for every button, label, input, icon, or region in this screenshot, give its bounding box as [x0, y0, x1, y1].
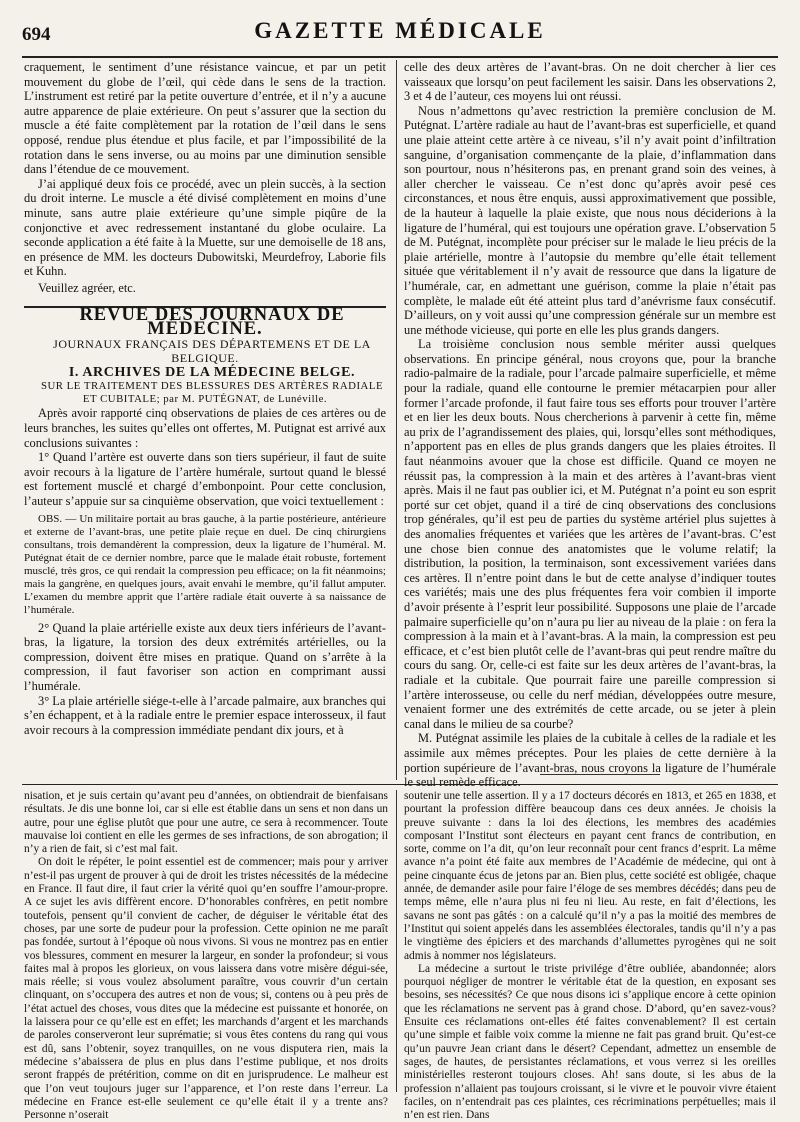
right-paragraph-4: M. Putégnat assimile les plaies de la cubitale à celles de la radiale et les assimile aux mêmes préceptes. Pour les plaies de cette dernière à la portion supérieure de l’avant-bras, nous croyons la ligature de l’humérale le seul remède efficace.: [404, 731, 776, 790]
right-paragraph-1: celle des deux artères de l’avant-bras. On ne doit chercher à lier ces vaisseaux que lorsqu’on peut facilement les saisir. Dans les observations 2, 3 et 4 de l’auteur, ces moyens lui ont réussi.: [404, 60, 776, 104]
revue-paragraph-4: 3° La plaie artérielle siége-t-elle à l’arcade palmaire, aux branches qui s’en échappent, et à la radiale entre le premier espace interosseux, il faut avoir recours à la compression immédiate pendant dix jours, et à: [24, 693, 386, 737]
revue-paragraph-2: 1° Quand l’artère est ouverte dans son tiers supérieur, il faut de suite avoir recours à la ligature de l’artère humérale, surtout quand le blessé est fortement musclé et chargé d’embonpoint. Pour cette conclusion, l’auteur s’appuie sur sa cinquième observation, que voici textuellement :: [24, 450, 386, 509]
page-number: 694: [22, 24, 51, 45]
bottom-left-column: [24, 790, 388, 1122]
revue-paragraph-3: 2° Quand la plaie artérielle existe aux deux tiers inférieurs de l’avant-bras, la ligature, la torsion des deux extrémités artérielles, ou la compression, doivent être mises en pratique. Quand on s’arrête à la compression, il faut favoriser son action en comprimant aussi l’humérale.: [24, 620, 386, 693]
revue-subtitle: JOURNAUX FRANÇAIS DES DÉPARTEMENS ET DE LA BELGIQUE.: [53, 336, 371, 366]
masthead-title: GAZETTE MÉDICALE: [254, 18, 546, 43]
revue-paragraph-1: Après avoir rapporté cinq observations de plaies de ces artères ou de leurs branches, les suites qu’elles ont offertes, M. Putignat est arrivé aux conclusions suivantes :: [24, 406, 386, 450]
right-column: [404, 60, 776, 790]
header-rule: [22, 56, 778, 58]
left-closing: Veuillez agréer, etc.: [38, 280, 136, 295]
left-paragraph-2: J’ai appliqué deux fois ce procédé, avec un plein succès, à la section du droit interne. Le muscle a été divisé complètement en moins d’une minute, sans autre plaie extérieure qu’une simple piqûre de la conjonctive et avec redressement instantané du globe oculaire. La seconde application a été faite à la Muette, sur une demoiselle de 18 ans, en présence de MM. les docteurs Dubowitski, Meurdefroy, Laborie fils et Kuhn.: [24, 176, 386, 279]
bottom-right-paragraph-1: soutenir une telle assertion. Il y a 17 docteurs décorés en 1813, et 265 en 1838, et pourtant la profession diffère beaucoup dans ces deux années. Je choisis la preuve suivante : dans la loi des élections, les membres des académies composant l’Institut sont électeurs en payant cent francs de contribution, en sorte, comme on l’a dit, qu’on leur reconnaît pour cent francs d’esprit. La même avance n’a point été faite aux membres de l’Académie de médecine, qui ont à peine cinquante écus de jetons par an. Bien plus, cette société est obligée, chaque année, de demander asile pour faire l’éloge de ses membres décédés; dans peu de temps même, elle n’aura plus ni feu ni lieu. Au reste, en fait d’élections, les savans ne sont pas gâtés : on a calculé qu’il n’y a pas la moitié des membres de l’Institut qui soient appelés dans les assemblées électorales, tandis qu’il n’y a pas le vingtième des épiciers et des marchands d’allumettes pyrogènes qui ne soit admis à nommer nos législateurs.: [404, 790, 776, 962]
right-paragraph-3: La troisième conclusion nous semble mériter aussi quelques observations. En principe général, nous croyons que, pour la branche radio-palmaire de la radiale, pour l’arcade palmaire superficielle, et même pour la radiale, quand elle contourne le premier métacarpien pour aller former l’arcade profonde, il faut faire tous ses efforts pour trouver l’artère et en lier les deux bouts. Nous chercherions à parvenir à cette fin, même au prix de l’agrandissement des plaies, qui, lorsqu’elles sont méthodiques, n’apportent pas en elles de plus grands dangers que les plaies étroites. Il faut néanmoins avouer que la chose est difficile. Quand ce moyen ne réussit pas, la compression à la main et des artères à l’avant-bras vient après. Mais il ne faut pas oublier ici, et M. Putégnat n’a point eu son esprit porté sur cet objet, quand il a tiré de cinq observations des conclusions trop générales, qu’il est peu de parties du système artériel plus sujettes à des anomalies fréquentes et variées que les artères de l’avant-bras. C’est une chose bien connue des anatomistes que le volume relatif; la distribution, la position, la terminaison, sont excessivement variées dans ces artères. Il n’entre point dans le but de cette analyse d’indiquer toutes ces variétés; mais une des plus fréquentes fera voir combien il importe d’avoir présente à l’esprit leur possibilité. Supposons une plaie de l’arcade palmaire superficielle qu’on n’aura pu lier au niveau de la plaie : on fera la compression à la main et à l’avant-bras. A la main, la compression est peu efficace, et c’est bien plutôt celle de l’avant-bras qui peut rendre maître du cours du sang. Or, celle-ci est faite sur les deux artères de l’avant-bras, la radiale et la cubitale. Que pourrait faire une pareille compression si l’artère interosseuse, ou celle du nerf médian, développées outre mesure, venaient former une des extrémités de cette arcade, ou se jeter à plein canal dans le milieu de sa courbe?: [404, 337, 776, 731]
short-rule: [540, 774, 660, 775]
feuilleton-rule: [22, 784, 778, 785]
observation-text: OBS. — Un militaire portait au bras gauche, à la partie postérieure, antérieure et externe de l’avant-bras, une petite plaie reçue en duel. De cinq chirurgiens consultans, trois demandèrent la compression, deux la ligature de l’huméral. M. Putégnat était de ce dernier nombre, parce que le malade était robuste, fortement musclé, très gros, ce qui rendait la compression peu efficace; on la fit néanmoins; mais la gangrène, en quelques jours, avait envahi le membre, qu’il fallut amputer. L’examen du membre apprit que l’artère radiale était ouverte à sa naissance de l’humérale.: [24, 512, 386, 616]
revue-title: REVUE DES JOURNAUX DE MÉDECINE.: [79, 304, 345, 340]
bottom-left-paragraph-1: nisation, et je suis certain qu’avant peu d’années, on obtiendrait de bienfaisans résultats. Je dis une bonne loi, car si elle est établie dans un sens et non dans un autre, pour une église plutôt que pour une autre, ce sera à recommencer. Toute mauvaise loi contient en elle les germes de ses infractions, de son abrogation; il n’y a rien de fait, si c’est mal fait.: [24, 790, 388, 856]
column-divider: [396, 60, 397, 780]
revue-section-title: I. ARCHIVES DE LA MÉDECINE BELGE.: [68, 364, 356, 380]
right-paragraph-2: Nous n’admettons qu’avec restriction la première conclusion de M. Putégnat. L’artère radiale au haut de l’avant-bras est superficielle, et quand une plaie atteint cette artère à ce niveau, s’il n’y avait point d’infiltration sanguine, d’organisation commençante de la plaie, d’inflammation dans son pourtour, nous n’hésiterons pas, en prenant grand soin des veines, à aller chercher le vaisseau. Ce n’est donc qu’après avoir pesé ces circonstances, et nous être enquis, aussi approximativement que possible, de la hauteur à laquelle la plaie existe, que nous nous déciderions à la ligature de l’huméral, qui est toujours une opération grave. L’observation 5 de M. Putégnat, incomplète pour préciser sur le malade le lieu précis de la plaie artérielle, montre à l’autopsie du membre qu’elle était tellement située que véritablement il n’y avait de ressource que dans la ligature de l’humérale, car, en admettant une guérison, comme la plaie n’était pas complète, le malade eût été atteint plus tard d’anévrisme faux consécutif. D’ailleurs, on y voit aussi qu’une compression générale sur un membre est une méthode vicieuse, qui porte en elle les plus grands dangers.: [404, 103, 776, 337]
bottom-left-paragraph-2: On doit le répéter, le point essentiel est de commencer; mais pour y arriver n’est-il pas urgent de prouver à qui de droit les tristes nécessités de la médecine en France. Il faut dire, il faut crier la vérité quoi qu’en souffre l’amour-propre. A ce sujet les avis diffèrent encore. D’honorables confrères, en petit nombre toutefois, pensent qu’il convient de cacher, de déguiser le véritable état des choses, par une sorte de pudeur pour la profession. Cette opinion ne me paraît pas fondée, surtout à l’époque où nous vivons. Si vous ne montrez pas en entier vos blessures, comment en mesurer la largeur, en sonder la profondeur; si vous faites mal à propos les glorieux, on vous laissera dans votre misère dégui-sée, mais réelle; si vous voulez absolument paraître, vous couvrir d’un certain clinquant, on s’occupera des autres et non de vous; si, contens ou à peu près de l’état actuel des choses, vous dites que la médecine est puissante et honorée, on la laissera pour ce qu’elle est en effet; les marchands d’argent et les marchands de paroles conserveront leur suprématie; si vous êtes contens du rang qui vous est dû, sans l’obtenir, soyez tranquilles, on ne vous disputera rien, mais la médecine s’abaissera de plus en plus dans l’estime publique, et nos droits seront frappés de prétérition, comme on dit en jurisprudence. Le malheur est que l’on veut toujours juger sur l’apparence, et l’on reste dans l’erreur. La médecine en France est-elle seulement ce qu’elle était il y a trente ans? Personne n’oserait: [24, 856, 388, 1122]
left-paragraph-1: craquement, le sentiment d’une résistance vaincue, et par un petit mouvement du globe de l’œil, qui cède dans le sens de la traction. L’instrument est retiré par la petite ouverture d’entrée, et il n’y a aucune autre apparence de plaie extérieure. On peut s’assurer que la section du muscle a été faite complètement par la rotation de l’œil dans le sens opposé, rendue plus étendue et plus facile, et par l’impossibilité de la rotation dans le sens inverse, ou au moins par une diminution sensible dans l’étendue de ce mouvement.: [24, 60, 386, 177]
bottom-right-paragraph-2: La médecine a surtout le triste privilége d’être oubliée, abandonnée; alors pourquoi négliger de montrer le véritable état de la question, en exposant ses besoins, ses nécessités? Ce que nous disons ici s’applique encore à cette opinion que les réclamations ne servent pas à grand chose. D’abord, qu’en savez-vous? Ensuite ces réclamations ont-elles été faites convenablement? Il est certain qu’une simple et faible voix comme la mienne ne fait pas grand bruit. Qu’est-ce qu’un pauvre Jean criant dans le désert? Cependant, admettez un ensemble de sages, de hautes, de persistantes réclamations, et vous verrez si les oreilles ministérielles resteront toujours closes. Ah! sans doute, si les abus de la profession n’allaient pas toujours croissant, si le vivre et le pouvoir vivre étaient faciles, on n’entendrait pas ces plaintes, ces récriminations perpétuelles; mais il n’en est rien. Dans: [404, 962, 776, 1122]
bottom-column-divider: [396, 790, 397, 1092]
bottom-right-column: [404, 790, 776, 1122]
article-title: SUR LE TRAITEMENT DES BLESSURES DES ARTÈRES RADIALE ET CUBITALE; par M. PUTÉGNAT, de Lunéville.: [40, 380, 384, 406]
left-column: [24, 60, 386, 780]
